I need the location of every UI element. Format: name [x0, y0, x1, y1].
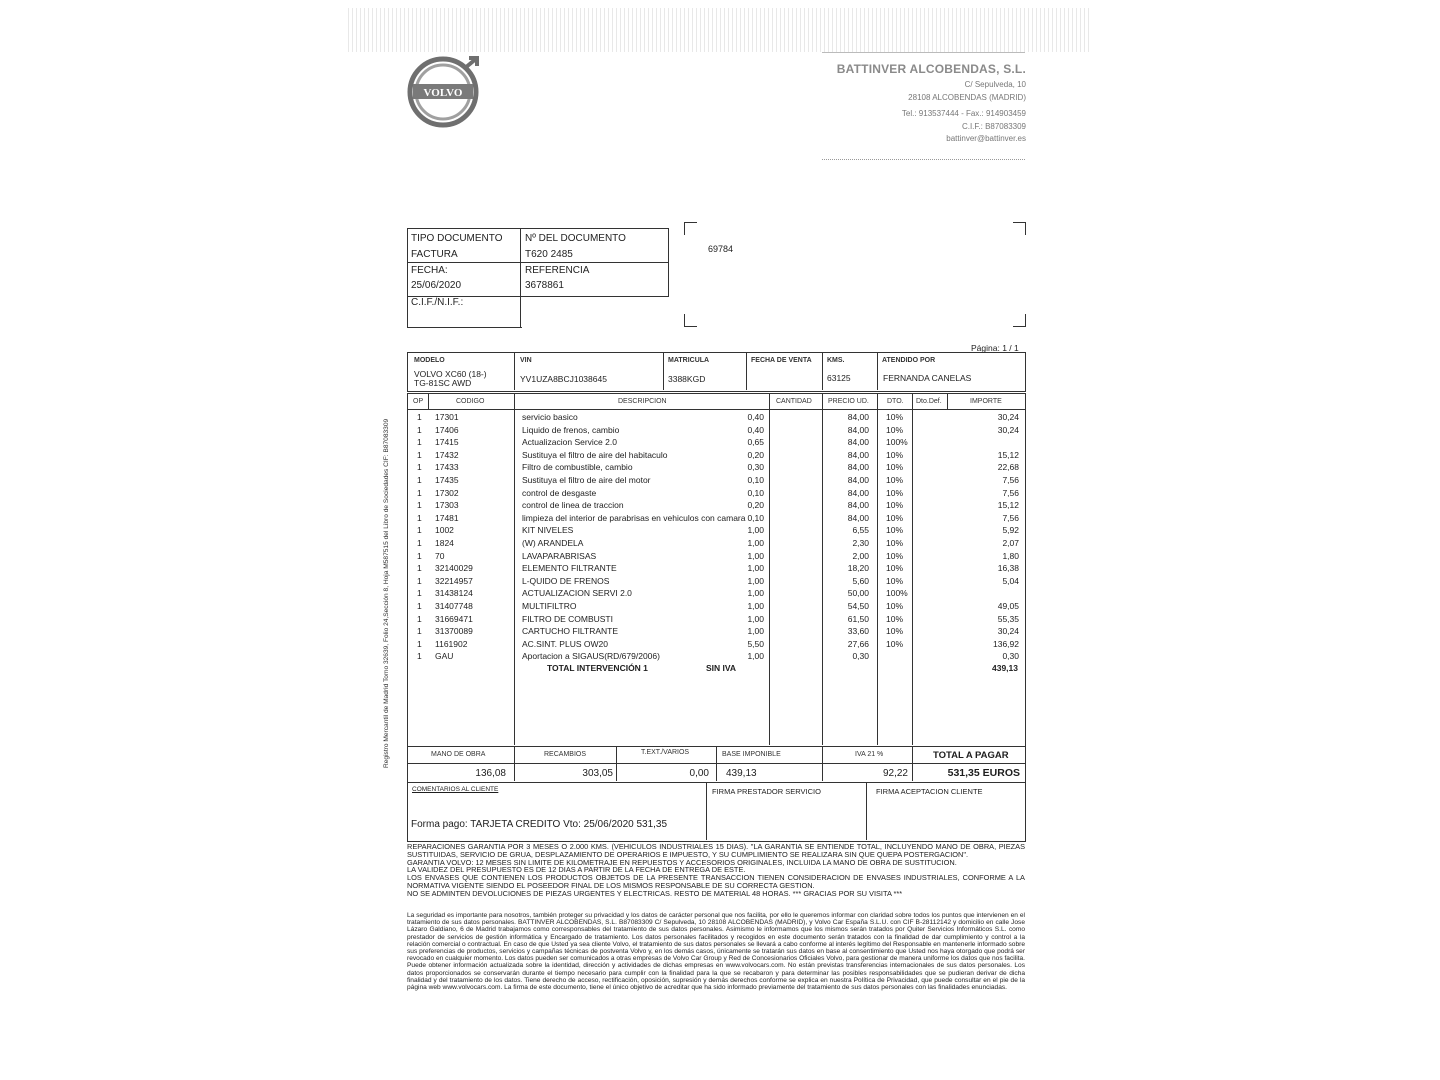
item-op: 1: [417, 449, 422, 460]
item-op: 1: [417, 412, 422, 422]
item-op: 1: [417, 512, 422, 523]
scan-noise: [348, 8, 1090, 52]
col-codigo: CODIGO: [456, 398, 485, 405]
item-precio: 84,00: [847, 449, 869, 460]
items-col-line: [947, 393, 948, 409]
item-precio: 84,00: [847, 412, 869, 422]
item-codigo: 31669471: [435, 613, 473, 624]
items-header-rule: [407, 409, 1025, 410]
item-descripcion: control de desgaste: [522, 487, 597, 498]
item-dto: 10%: [886, 412, 904, 422]
item-dto: 10%: [886, 538, 904, 548]
company-name: BATTINVER ALCOBENDAS, S.L.: [836, 62, 1026, 76]
item-importe: 5,92: [1002, 525, 1019, 536]
item-importe: 15,12: [997, 449, 1019, 460]
item-op: 1: [417, 550, 422, 561]
item-precio: 2,00: [852, 550, 869, 561]
table-row: [0, 437, 1440, 450]
referencia-value: 3678861: [525, 280, 564, 291]
page-indicator: Página: 1 / 1: [971, 343, 1019, 353]
item-cantidad: 1,00: [747, 575, 764, 586]
item-dto: 10%: [886, 601, 904, 611]
item-codigo: 1002: [435, 525, 454, 536]
numero-documento-label: Nº DEL DOCUMENTO: [525, 233, 626, 244]
company-city-line: 28108 ALCOBENDAS (MADRID): [908, 93, 1026, 102]
firma-prestador-label: FIRMA PRESTADOR SERVICIO: [712, 787, 821, 796]
modelo-value-2: TG-81SC AWD: [414, 378, 472, 388]
table-row: [0, 425, 1440, 438]
item-codigo: 17303: [435, 500, 459, 511]
item-op: 1: [417, 525, 422, 536]
item-importe: 7,56: [1002, 487, 1019, 498]
item-cantidad: 0,10: [747, 475, 764, 485]
item-codigo: 17415: [435, 437, 459, 448]
recambios-label: RECAMBIOS: [544, 751, 587, 758]
col-dto: DTO.: [887, 398, 904, 405]
item-precio: 61,50: [847, 613, 869, 624]
item-descripcion: Liquido de frenos, cambio: [522, 424, 620, 435]
item-dto: 10%: [886, 626, 904, 637]
item-codigo: 32214957: [435, 575, 473, 586]
item-codigo: GAU: [435, 651, 454, 662]
item-cantidad: 0,30: [747, 462, 764, 473]
item-cantidad: 0,65: [747, 437, 764, 448]
item-descripcion: AC.SINT. PLUS OW20: [522, 638, 608, 649]
legal-conditions: [407, 843, 1025, 898]
item-codigo: 17435: [435, 475, 459, 485]
table-row: [0, 639, 1440, 652]
item-cantidad: 1,00: [747, 651, 764, 662]
item-op: 1: [417, 437, 422, 448]
total-a-pagar-value: 531,35 EUROS: [947, 767, 1020, 779]
table-row: [0, 525, 1440, 538]
modelo-label: MODELO: [414, 357, 445, 364]
item-codigo: 32140029: [435, 563, 473, 574]
item-descripcion: FILTRO DE COMBUSTI: [522, 613, 613, 624]
kms-value: 63125: [827, 373, 851, 383]
item-importe: 30,24: [997, 626, 1019, 637]
company-cif-line: C.I.F.: B87083309: [961, 122, 1026, 131]
item-descripcion: (W) ARANDELA: [522, 538, 584, 548]
company-address-line: C/ Sepulveda, 10: [964, 80, 1026, 89]
address-bracket-br: [1013, 314, 1026, 327]
item-op: 1: [417, 626, 422, 637]
iva-label: IVA 21 %: [855, 751, 884, 758]
numero-documento-value: T620 2485: [525, 249, 573, 260]
item-cantidad: 0,40: [747, 412, 764, 422]
item-importe: 16,38: [997, 563, 1019, 574]
sin-iva-label: SIN IVA: [706, 663, 737, 673]
cif-label: C.I.F./N.I.F.:: [411, 297, 464, 308]
iva-value: 92,22: [882, 768, 908, 779]
item-dto: 10%: [886, 613, 904, 624]
col-op: OP: [413, 398, 424, 405]
item-op: 1: [417, 487, 422, 498]
item-importe: 5,04: [1002, 575, 1019, 586]
table-row: [0, 551, 1440, 564]
item-precio: 84,00: [847, 512, 869, 523]
item-precio: 5,60: [852, 575, 869, 586]
company-divider: [822, 159, 1025, 160]
vehicle-col-line: [746, 352, 747, 390]
total-intervencion-label: TOTAL INTERVENCIÓN 1: [547, 663, 648, 673]
item-precio: 27,66: [847, 638, 869, 649]
item-precio: 2,30: [852, 538, 869, 548]
item-importe: 15,12: [997, 500, 1019, 511]
item-descripcion: Filtro de combustible, cambio: [522, 462, 633, 473]
base-imponible-label: BASE IMPONIBLE: [722, 751, 781, 758]
item-descripcion: servicio basico: [522, 412, 578, 422]
item-codigo: 70: [435, 550, 445, 561]
item-op: 1: [417, 500, 422, 511]
item-precio: 0,30: [852, 651, 869, 662]
item-precio: 33,60: [847, 626, 869, 637]
col-dto-def: Dto.Def.: [916, 398, 942, 405]
vin-label: VIN: [520, 357, 532, 364]
kms-label: KMS.: [827, 357, 845, 364]
item-dto: 100%: [886, 588, 908, 599]
item-cantidad: 0,20: [747, 500, 764, 511]
item-op: 1: [417, 538, 422, 548]
item-op: 1: [417, 475, 422, 485]
address-bracket-tr: [1013, 222, 1026, 235]
item-importe: 7,56: [1002, 512, 1019, 523]
totals-col-line: [514, 746, 515, 781]
vehicle-col-line: [877, 352, 878, 390]
referencia-label: REFERENCIA: [525, 265, 590, 276]
item-descripcion: KIT NIVELES: [522, 525, 574, 536]
table-row: [0, 601, 1440, 614]
item-op: 1: [417, 575, 422, 586]
item-op: 1: [417, 638, 422, 649]
address-bracket-tl: [684, 222, 697, 235]
item-codigo: 17432: [435, 449, 459, 460]
item-cantidad: 1,00: [747, 525, 764, 536]
item-descripcion: L-QUIDO DE FRENOS: [522, 575, 610, 586]
item-codigo: 17302: [435, 487, 459, 498]
item-importe: 22,68: [997, 462, 1019, 473]
item-op: 1: [417, 601, 422, 611]
item-importe: 49,05: [997, 601, 1019, 611]
table-row: [0, 626, 1440, 639]
item-dto: 10%: [886, 525, 904, 536]
table-row: [0, 488, 1440, 501]
item-cantidad: 0,10: [747, 487, 764, 498]
legal-line: NO SE ADMINTEN DEVOLUCIONES DE PIEZAS URGENTES Y ELECTRICAS. RESTO DE MATERIAL 48 HORAS. *** GRACIAS POR SU VISITA ***: [407, 888, 903, 898]
comments-col-line: [706, 782, 707, 840]
col-descripcion: DESCRIPCION: [618, 398, 667, 405]
item-cantidad: 5,50: [747, 638, 764, 649]
item-cantidad: 1,00: [747, 613, 764, 624]
item-dto: 100%: [886, 437, 908, 448]
item-precio: 84,00: [847, 487, 869, 498]
company-top-rule: [822, 52, 1025, 53]
modelo-value-1: VOLVO XC60 (18-): [414, 369, 487, 379]
matricula-label: MATRICULA: [668, 357, 710, 364]
client-number: 69784: [708, 244, 734, 254]
item-codigo: 1824: [435, 538, 454, 548]
item-codigo: 31370089: [435, 626, 473, 637]
item-op: 1: [417, 651, 422, 662]
volvo-logo-text: VOLVO: [423, 87, 463, 99]
vehicle-col-line: [514, 352, 515, 390]
comentarios-label: COMENTARIOS AL CLIENTE: [412, 786, 499, 793]
fecha-value: 25/06/2020: [411, 280, 462, 291]
table-row: [0, 475, 1440, 488]
table-row: [0, 450, 1440, 463]
recambios-value: 303,05: [582, 768, 613, 779]
col-cantidad: CANTIDAD: [776, 398, 812, 405]
item-descripcion: Sustituya el filtro de aire del habitaculo: [522, 449, 668, 460]
col-importe: IMPORTE: [970, 398, 1002, 405]
table-row: [0, 500, 1440, 513]
registry-info: Registro Mercantil de Madrid Tomo 32639, Folio 24,Sección 8, Hoja M587515 del Libro de Sociedades CIF: B87083309: [383, 418, 390, 768]
item-importe: 30,24: [997, 424, 1019, 435]
volvo-logo: [407, 56, 479, 128]
item-dto: 10%: [886, 449, 904, 460]
fecha-venta-label: FECHA DE VENTA: [751, 357, 812, 364]
item-precio: 84,00: [847, 437, 869, 448]
item-op: 1: [417, 563, 422, 574]
total-a-pagar-label: TOTAL A PAGAR: [933, 750, 1009, 761]
item-codigo: 1161902: [435, 638, 468, 649]
table-row: [0, 576, 1440, 589]
item-op: 1: [417, 588, 422, 599]
item-precio: 84,00: [847, 500, 869, 511]
table-row: [0, 513, 1440, 526]
item-cantidad: 1,00: [747, 563, 764, 574]
item-cantidad: 1,00: [747, 538, 764, 548]
vehicle-col-line: [822, 352, 823, 390]
vehicle-col-line: [663, 352, 664, 390]
item-descripcion: limpieza del interior de parabrisas en vehiculos con camara: [522, 512, 746, 523]
item-importe: 1,80: [1002, 550, 1019, 561]
tipo-documento-value: FACTURA: [411, 249, 458, 260]
item-importe: 136,92: [993, 638, 1019, 649]
item-importe: 30,24: [997, 412, 1019, 422]
item-cantidad: 1,00: [747, 601, 764, 611]
item-codigo: 17406: [435, 424, 459, 435]
legal-line: LA VALIDEZ DEL PRESUPUESTO ES DE 12 DIAS A PARTIR DE LA FECHA DE ENTREGA DE ESTE.: [407, 865, 746, 875]
company-email-line: battinver@battinver.es: [946, 134, 1026, 143]
item-dto: 10%: [886, 424, 904, 435]
item-importe: 0,30: [1002, 651, 1019, 662]
vin-value: YV1UZA8BCJ1038645: [520, 374, 607, 384]
item-descripcion: MULTIFILTRO: [522, 601, 577, 611]
company-phone-line: Tel.: 913537444 - Fax.: 914903459: [901, 109, 1026, 118]
table-row: [0, 563, 1440, 576]
items-col-line: [428, 393, 429, 409]
item-dto: 10%: [886, 638, 904, 649]
item-importe: 2,07: [1002, 538, 1019, 548]
totals-col-line: [822, 746, 823, 781]
item-cantidad: 1,00: [747, 588, 764, 599]
table-row: [0, 538, 1440, 551]
item-op: 1: [417, 613, 422, 624]
item-precio: 6,55: [852, 525, 869, 536]
item-descripcion: Sustituya el filtro de aire del motor: [522, 475, 651, 485]
address-bracket-bl: [684, 314, 697, 327]
totals-col-line: [912, 746, 913, 781]
item-dto: 10%: [886, 563, 904, 574]
privacy-notice: La seguridad es importante para nosotros, también proteger su privacidad y los datos de carácter personal que nos facilita, por ello le queremos informar con claridad sobre todos los puntos que intervienen en el tratamiento de sus datos personales. BATTINVER ALCOBENDAS, S.L. B87083309 C/ Sepulveda, 10 28108 ALCOBENDAS (MADRID), y Volvo Car España S.L.U. con CIF B-28112142 y domicilio en calle Jose Lázaro Galdiano, 6 de Madrid trabajamos como corresponsables del tratamiento de sus datos personales. Asimismo le informamos que los mismos serán tratados por Quiter Servicios Informáticos S.L. como prestador de servicios de gestión informática y Encargado de tratamiento. Los datos personales facilitados y recogidos en este documento serán tratados con la finalidad de dar cumplimiento y control a la relación comercial o contractual. En caso de que Usted ya sea cliente Volvo, el tratamiento de sus datos personales se llevará a cabo conforme al interés legítimo del Responsable en mantenerle informado sobre sus preferencias de productos, servicios y campañas técnicas de postventa Volvo y, en los demás casos, únicamente se tratarán sus datos en base al consentimiento que Usted nos haya otorgado que podrá ser revocado en cualquier momento. Los datos pueden ser comunicados a otras empresas de Volvo Car Group y Red de Concesionarios Oficiales Volvo, para gestionar de manera uniforme los datos que nos facilita. Puede obtener información actualizada sobre la identidad, dirección y actividades de dichas empresas en www.volvocars.com. No están previstas transferencias internacionales de sus datos personales. Los datos proporcionados se conservarán durante el tiempo necesario para cumplir con la finalidad para la que se recabaron y para determinar las posibles responsabilidades que se pudieran derivar de dicha finalidad y del tratamiento de los datos. Tiene derecho de acceso, rectificación, oposición, supresión y demás derechos conforme se explica en nuestra Política de Privacidad, que puede consultar en el pie de la página web www.volvocars.com. La firma de este documento, tiene el único objetivo de acreditar que ha sido informado previamente del tratamiento de sus datos personales con las finalidades enunciadas.: [407, 912, 1025, 992]
total-intervencion-value: 439,13: [992, 663, 1018, 673]
mano-obra-label: MANO DE OBRA: [431, 751, 486, 758]
legal-line: LOS ENVASES QUE CONTIENEN LOS PRODUCTOS OBJETOS DE LA PRESENTE TRANSACCION TIENEN CONSIDERACION DE ENVASES INDUSTRIALES, CONFORME A LA NORMATIVA VIGENTE SIENDO EL POSEEDOR FINAL DE LOS MISMOS RESPONSABLE DE SU CORRECTA GESTION.: [407, 873, 1025, 890]
item-descripcion: LAVAPARABRISAS: [522, 550, 597, 561]
item-precio: 84,00: [847, 475, 869, 485]
item-op: 1: [417, 424, 422, 435]
comments-col-line: [866, 782, 867, 840]
item-descripcion: Actualizacion Service 2.0: [522, 437, 617, 448]
fecha-label: FECHA:: [411, 265, 448, 276]
table-row: [0, 614, 1440, 627]
item-codigo: 17301: [435, 412, 459, 422]
item-descripcion: CARTUCHO FILTRANTE: [522, 626, 619, 637]
item-dto: 10%: [886, 512, 904, 523]
item-codigo: 17481: [435, 512, 459, 523]
item-dto: 10%: [886, 500, 904, 511]
item-dto: 10%: [886, 475, 904, 485]
item-dto: 10%: [886, 575, 904, 586]
item-precio: 50,00: [847, 588, 869, 599]
mano-obra-value: 136,08: [475, 768, 506, 779]
firma-cliente-label: FIRMA ACEPTACION CLIENTE: [876, 787, 983, 796]
table-row: [0, 462, 1440, 475]
totals-col-line: [616, 746, 617, 781]
item-precio: 18,20: [847, 563, 869, 574]
item-cantidad: 0,10: [747, 512, 764, 523]
item-descripcion: control de linea de traccion: [522, 500, 624, 511]
item-importe: 7,56: [1002, 475, 1019, 485]
legal-line: GARANTIA VOLVO: 12 MESES SIN LIMITE DE KILOMETRAJE EN REPUESTOS Y ACCESORIOS ORIGINALES, INCLUIDA LA MANO DE OBRA DE SUSTITUCION.: [407, 857, 957, 867]
table-row: [0, 412, 1440, 425]
item-importe: 55,35: [997, 613, 1019, 624]
item-precio: 84,00: [847, 424, 869, 435]
legal-line: REPARACIONES GARANTIA POR 3 MESES O 2.000 KMS. (VEHICULOS INDUSTRIALES 15 DIAS). "LA GARANTIA SE ENTIENDE TOTAL, INCLUYENDO MANO DE OBRA, PIEZAS SUSTITUIDAS, SERVICIO DE GRUA, DESPLAZAMIENTO DE OPERARIOS E IMPUESTO, Y SU CUMPLIMIENTO SE REALIZARA SIN QUE QUEPA POSTERGACION".: [407, 842, 1025, 859]
item-op: 1: [417, 462, 422, 473]
base-imponible-value: 439,13: [726, 768, 757, 779]
item-dto: 10%: [886, 487, 904, 498]
text-varios-value: 0,00: [689, 768, 709, 779]
doc-header-row-divider: [407, 262, 668, 263]
totals-col-line: [716, 746, 717, 781]
item-cantidad: 1,00: [747, 550, 764, 561]
item-codigo: 31438124: [435, 588, 473, 599]
item-codigo: 31407748: [435, 601, 473, 611]
item-precio: 54,50: [847, 601, 869, 611]
item-cantidad: 1,00: [747, 626, 764, 637]
item-descripcion: Aportacion a SIGAUS(RD/679/2006): [522, 651, 660, 662]
table-row: [0, 588, 1440, 601]
item-cantidad: 0,40: [747, 424, 764, 435]
item-descripcion: ACTUALIZACION SERVI 2.0: [522, 588, 632, 599]
item-cantidad: 0,20: [747, 449, 764, 460]
col-precio: PRECIO UD.: [828, 398, 869, 405]
text-varios-label: T.EXT./VARIOS: [641, 749, 690, 756]
item-descripcion: ELEMENTO FILTRANTE: [522, 563, 617, 574]
atendido-label: ATENDIDO POR: [882, 357, 936, 364]
tipo-documento-label: TIPO DOCUMENTO: [411, 233, 503, 244]
item-dto: 10%: [886, 550, 904, 561]
atendido-value: FERNANDA CANELAS: [883, 373, 972, 383]
item-dto: 10%: [886, 462, 904, 473]
forma-pago: Forma pago: TARJETA CREDITO Vto: 25/06/2020 531,35: [411, 819, 668, 830]
matricula-value: 3388KGD: [668, 374, 706, 384]
item-precio: 84,00: [847, 462, 869, 473]
item-codigo: 17433: [435, 462, 459, 473]
